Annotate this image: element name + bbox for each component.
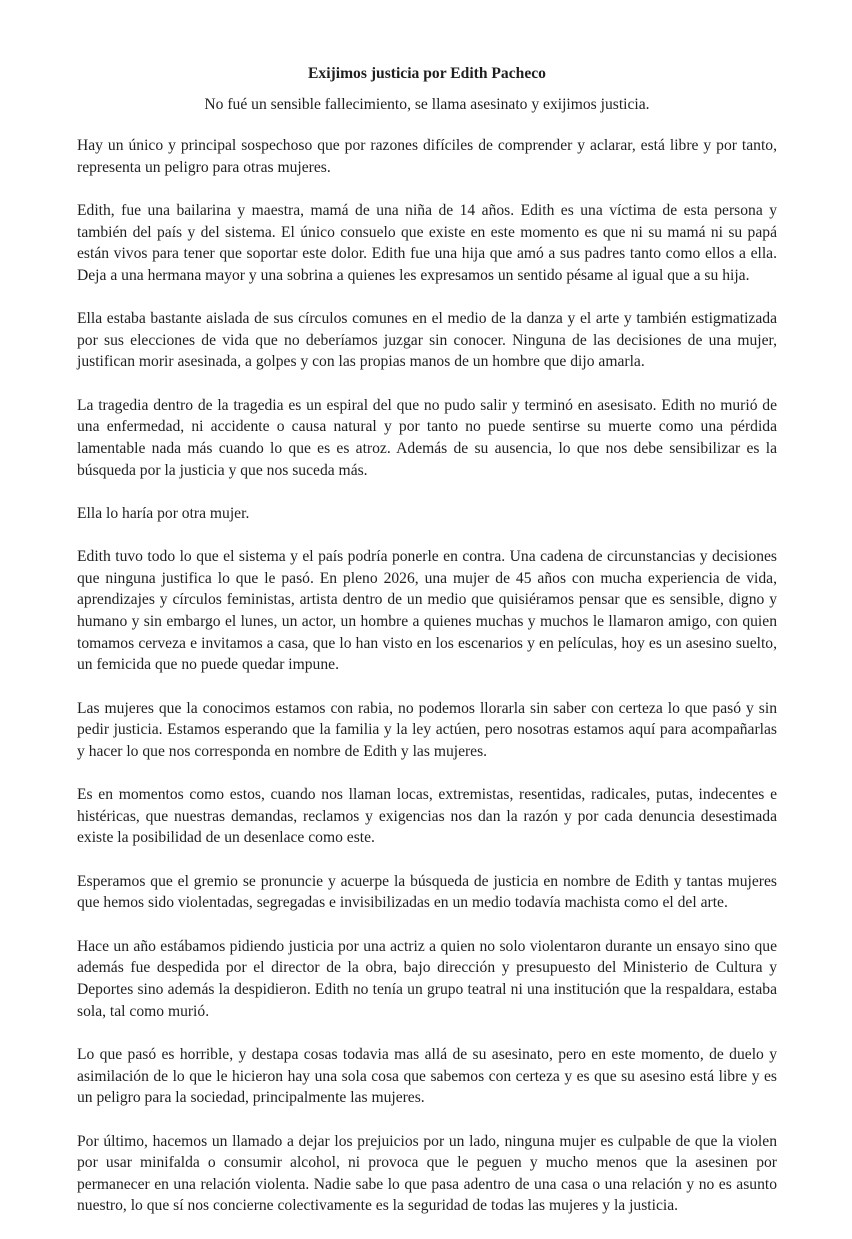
document-title: Exijimos justicia por Edith Pacheco bbox=[308, 65, 546, 82]
paragraph-9: Esperamos que el gremio se pronuncie y acuerpe la búsqueda de justicia en nombre de Edith y tantas mujeres que hemos sido violentadas, segregadas e invisibilizadas en un medio todavía machista como el del arte. bbox=[77, 872, 777, 912]
paragraph-5: Ella lo haría por otra mujer. bbox=[77, 504, 250, 522]
document-subtitle: No fué un sensible fallecimiento, se llama asesinato y exijimos justicia. bbox=[204, 96, 650, 113]
paragraph-4: La tragedia dentro de la tragedia es un espiral del que no pudo salir y terminó en asesisato. Edith no murió de una enfermedad, ni accidente o causa natural y por tanto no puede sentirse su muerte como una pérdida lamentable nada más cuando lo que es es atroz. Además de su ausencia, lo que nos debe sensibilizar es la búsqueda por la justicia y que nos suceda más. bbox=[77, 396, 777, 479]
paragraph-8: Es en momentos como estos, cuando nos llaman locas, extremistas, resentidas, radicales, putas, indecentes e histéricas, que nuestras demandas, reclamos y exigencias nos dan la razón y por cada denuncia desestimada existe la posibilidad de un desenlace como este. bbox=[77, 786, 777, 847]
paragraph-7: Las mujeres que la conocimos estamos con rabia, no podemos llorarla sin saber con certeza lo que pasó y sin pedir justicia. Estamos esperando que la familia y la ley actúen, pero nosotras estamos aquí para acompañarlas y hacer lo que nos corresponda en nombre de Edith y las mujeres. bbox=[77, 699, 777, 760]
document-page bbox=[77, 63, 777, 1239]
paragraph-3: Ella estaba bastante aislada de sus círculos comunes en el medio de la danza y el arte y también estigmatizada por sus elecciones de vida que no deberíamos juzgar sin conocer. Ninguna de las decisiones de una mujer, justifican morir asesinada, a golpes y con las propias manos de un hombre que dijo amarla. bbox=[77, 310, 777, 371]
paragraph-1: Hay un único y principal sospechoso que por razones difíciles de comprender y aclarar, está libre y por tanto, representa un peligro para otras mujeres. bbox=[77, 137, 777, 176]
paragraph-12: Por último, hacemos un llamado a dejar los prejuicios por un lado, ninguna mujer es culpable de que la violen por usar minifalda o consumir alcohol, ni provoca que le peguen y mucho menos que la asesinen por permanecer en una relación violenta. Nadie sabe lo que pasa adentro de una casa o una relación y no es asunto nuestro, lo que sí nos concierne colectivamente es la seguridad de todas las mujeres y la justicia. bbox=[77, 1132, 777, 1215]
paragraph-6: Edith tuvo todo lo que el sistema y el país podría ponerle en contra. Una cadena de circunstancias y decisiones que ninguna justifica lo que le pasó. En pleno 2026, una mujer de 45 años con mucha experiencia de vida, aprendizajes y círculos feministas, artista dentro de un medio que quisiéramos pensar que es sensible, digno y humano y sin embargo el lunes, un actor, un hombre a quienes muchas y muchos le llamaron amigo, con quien tomamos cerveza e invitamos a casa, que lo han visto en los escenarios y en películas, hoy es un asesino suelto, un femicida que no puede quedar impune. bbox=[77, 548, 777, 674]
paragraph-2: Edith, fue una bailarina y maestra, mamá de una niña de 14 años. Edith es una víctima de esta persona y también del país y del sistema. El único consuelo que existe en este momento es que ni su mamá ni su papá están vivos para tener que soportar este dolor. Edith fue una hija que amó a sus padres tanto como ellos a ella. Deja a una hermana mayor y una sobrina a quienes les expresamos un sentido pésame al igual que a su hija. bbox=[77, 201, 777, 284]
paragraph-10: Hace un año estábamos pidiendo justicia por una actriz a quien no solo violentaron durante un ensayo sino que además fue despedida por el director de la obra, bajo dirección y presupuesto del Ministerio de Cultura y Deportes sino además la despidieron. Edith no tenía un grupo teatral ni una institución que la respaldara, estaba sola, tal como murió. bbox=[77, 937, 777, 1020]
paragraph-11: Lo que pasó es horrible, y destapa cosas todavia mas allá de su asesinato, pero en este momento, de duelo y asimilación de lo que le hicieron hay una sola cosa que sabemos con certeza y es que su asesino está libre y es un peligro para la sociedad, principalmente las mujeres. bbox=[77, 1045, 777, 1107]
